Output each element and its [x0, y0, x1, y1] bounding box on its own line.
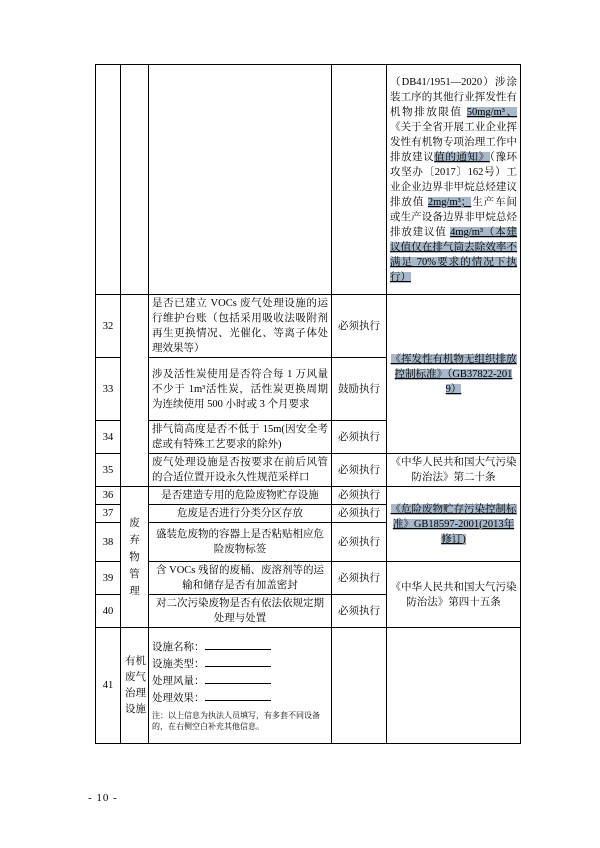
category-cell-empty: [121, 295, 149, 487]
row-number: 38: [96, 523, 121, 562]
exec-requirement: 必须执行: [332, 487, 387, 505]
category-cell-organic-gas-facility: [121, 628, 149, 744]
table-row: [96, 562, 521, 595]
row-number: 41: [96, 628, 121, 744]
exec-cell-empty: [332, 65, 387, 295]
text-segment: （DB41/1951—2020）涉涂装工序的其他行业挥发性有机物排放限值: [390, 76, 517, 118]
field-facility-type: [152, 656, 328, 673]
text-segment: （豫环攻坚办〔2017〕162号）工业企业边界非甲烷总烃建议排放值: [390, 151, 518, 208]
reference-cell-empty: [387, 628, 521, 744]
item-text: 是否已建立 VOCs 废气处理设施的运行维护台账（包括采用吸收法吸附剂再生更换情况、光催化、等离子体处理效果等）: [149, 295, 332, 358]
item-text: 废气处理设施是否按要求在前后风管的合适位置开设永久性规范采样口: [149, 454, 332, 487]
table-row-continuation: [96, 65, 521, 295]
inspection-table: [95, 64, 521, 744]
text-segment-highlighted: 2mg/m³；: [427, 196, 472, 208]
reference-cell: [387, 487, 521, 562]
facility-form-cell: [149, 628, 332, 744]
row-number: 32: [96, 295, 121, 358]
row-number: 39: [96, 562, 121, 595]
exec-requirement: 必须执行: [332, 295, 387, 358]
field-label: 设施类型：: [152, 659, 205, 670]
exec-requirement: 必须执行: [332, 505, 387, 523]
item-text: 排气筒高度是否不低于 15m(因安全考虑或有特殊工艺要求的除外): [149, 421, 332, 454]
exec-requirement: 鼓励执行: [332, 358, 387, 421]
item-text: 是否建造专用的危险废物贮存设施: [149, 487, 332, 505]
fill-in-blank: [205, 690, 271, 701]
row-number: 34: [96, 421, 121, 454]
item-text: 含 VOCs 残留的废桶、废溶剂等的运输和储存是否有加盖密封: [149, 562, 332, 595]
text-segment: 《关于全省开展工业企业挥发性有机物专项治理工作中排放建议: [390, 121, 517, 163]
reference-text: 《中华人民共和国大气污染防治法》第四十五条: [387, 562, 521, 628]
table-row: [96, 454, 521, 487]
exec-requirement: 必须执行: [332, 454, 387, 487]
fill-in-blank: [205, 639, 271, 650]
field-label: 设施名称：: [152, 642, 205, 653]
category-label: 废弃物管理: [129, 517, 140, 597]
row-number-cell-empty: [96, 65, 121, 295]
page-number: - 10 -: [88, 792, 118, 804]
item-cell-empty: [149, 65, 332, 295]
row-number: 35: [96, 454, 121, 487]
fill-in-blank: [205, 656, 271, 667]
text-segment-highlighted: 50mg/m³、: [466, 106, 518, 118]
reference-text: 《中华人民共和国大气污染防治法》第二十条: [387, 454, 521, 487]
exec-cell-empty: [332, 628, 387, 744]
table-row: [96, 487, 521, 505]
table-row: [96, 295, 521, 358]
item-text: 盛装危废物的容器上是否粘贴相应危险废物标签: [149, 523, 332, 562]
field-facility-name: [152, 639, 328, 656]
item-text: 危废是否进行分类分区存放: [149, 505, 332, 523]
item-text: 对二次污染废物是否有依法依规定期处理与处置: [149, 595, 332, 628]
category-label: 有机废气治理设施: [125, 655, 147, 715]
reference-cell: [387, 295, 521, 454]
fill-in-blank: [205, 673, 271, 684]
row-number: 36: [96, 487, 121, 505]
row-number: 40: [96, 595, 121, 628]
item-text: 涉及活性炭使用是否符合每 1 万风量不少于 1m³活性炭，活性炭更换周期为连续使用 500 小时或 3 个月要求: [149, 358, 332, 421]
reference-text-continuation: [387, 65, 521, 295]
row-number: 33: [96, 358, 121, 421]
reference-text-highlighted: 《危险废物贮存污染控制标准》GB18597-2001(2013年修订): [390, 503, 517, 545]
form-note: 注：以上信息为执法人员填写，有多套不同设备的，在右侧空白补充其他信息。: [152, 711, 320, 731]
text-segment-highlighted: 值的通知》: [434, 151, 490, 163]
field-label: 处理效果：: [152, 693, 205, 704]
text-segment-highlighted: 4mg/m³（本建议值仅在排气筒去除效率不满足 70%要求的情况下执行）: [390, 226, 517, 283]
field-air-volume: [152, 673, 328, 690]
exec-requirement: 必须执行: [332, 595, 387, 628]
field-label: 处理风量：: [152, 676, 205, 687]
exec-requirement: 必须执行: [332, 562, 387, 595]
exec-requirement: 必须执行: [332, 523, 387, 562]
exec-requirement: 必须执行: [332, 421, 387, 454]
row-number: 37: [96, 505, 121, 523]
table-row: [96, 628, 521, 744]
field-treatment-effect: [152, 690, 328, 707]
category-cell-empty: [121, 65, 149, 295]
category-cell-waste-management: [121, 487, 149, 628]
reference-text-highlighted: 《挥发性有机物无组织排放控制标准》（GB37822-2019）: [390, 353, 517, 395]
text-segment: 生产车间或生产设备边界非甲烷总烃排放建议值: [390, 196, 517, 238]
